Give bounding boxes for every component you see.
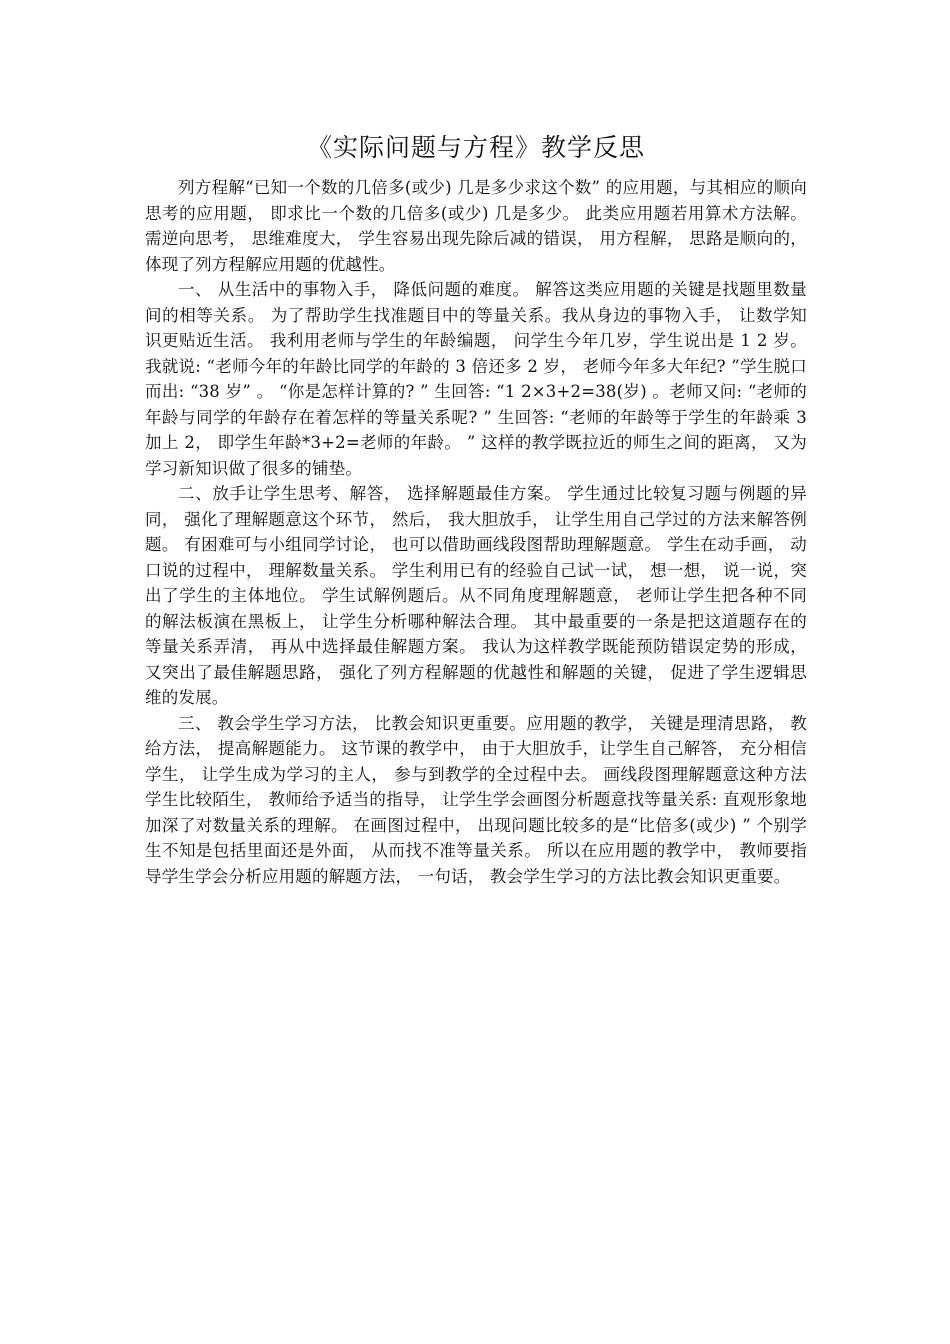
section-one-paragraph: 一、 从生活中的事物入手， 降低问题的难度。 解答这类应用题的关键是找题里数量间的相等关系。 为了帮助学生找准题目中的等量关系。我从身边的事物入手， 让数学知识更贴近生活。 我利用老师与学生的年龄编题， 问学生今年几岁，学生说出是 1 2 岁。我就说: “老师今年的年龄比同学的年龄的 3 倍还多 2 岁， 老师今年多大年纪? ”学生脱口而出: “38 岁” 。 “你是怎样计算的? ” 生回答: “1 2×3+2=38(岁) 。老师又问: “老师的年龄与同学的年龄存在着怎样的等量关系呢? ” 生回答: “老师的年龄等于学生的年龄乘 3 加上 2， 即学生年龄*3+2=老师的年龄。 ” 这样的教学既拉近的师生之间的距离， 又为学习新知识做了很多的铺垫。: [145, 280, 807, 478]
section-three-paragraph: 三、 教会学生学习方法， 比教会知识更重要。应用题的教学， 关键是理清思路， 教给方法， 提高解题能力。 这节课的教学中， 由于大胆放手，让学生自己解答， 充分相信学生， 让学生成为学习的主人， 参与到教学的全过程中去。 画线段图理解题意这种方法学生比较陌生， 教师给予适当的指导， 让学生学会画图分析题意找等量关系: 直观形象地加深了对数量关系的理解。 在画图过程中， 出现问题比较多的是“比倍多(或少) ” 个别学生不知是包括里面还是外面， 从而找不准等量关系。 所以在应用题的教学中， 教师要指导学生学会分析应用题的解题方法， 一句话， 教会学生学习的方法比教会知识更重要。: [145, 713, 807, 886]
intro-paragraph: 列方程解“已知一个数的几倍多(或少) 几是多少求这个数” 的应用题，与其相应的顺向思考的应用题， 即求比一个数的几倍多(或少) 几是多少。 此类应用题若用算术方法解。 需逆向思考， 思维难度大， 学生容易出现先除后减的错误， 用方程解， 思路是顺向的， 体现了列方程解应用题的优越性。: [145, 178, 807, 274]
section-two-paragraph: 二、放手让学生思考、解答， 选择解题最佳方案。 学生通过比较复习题与例题的异同， 强化了理解题意这个环节， 然后， 我大胆放手， 让学生用自己学过的方法来解答例题。 有困难可与小组同学讨论， 也可以借助画线段图帮助理解题意。 学生在动手画， 动口说的过程中， 理解数量关系。 学生利用已有的经验自己试一试， 想一想， 说一说，突出了学生的主体地位。 学生试解例题后。从不同角度理解题意， 老师让学生把各种不同的解法板演在黑板上， 让学生分析哪种解法合理。 其中最重要的一条是把这道题存在的等量关系弄清， 再从中选择最佳解题方案。 我认为这样教学既能预防错误定势的形成， 又突出了最佳解题思路， 强化了列方程解题的优越性和解题的关键， 促进了学生逻辑思维的发展。: [145, 484, 807, 707]
document-body: [145, 175, 807, 889]
document-title: 《实际问题与方程》教学反思: [306, 133, 645, 162]
